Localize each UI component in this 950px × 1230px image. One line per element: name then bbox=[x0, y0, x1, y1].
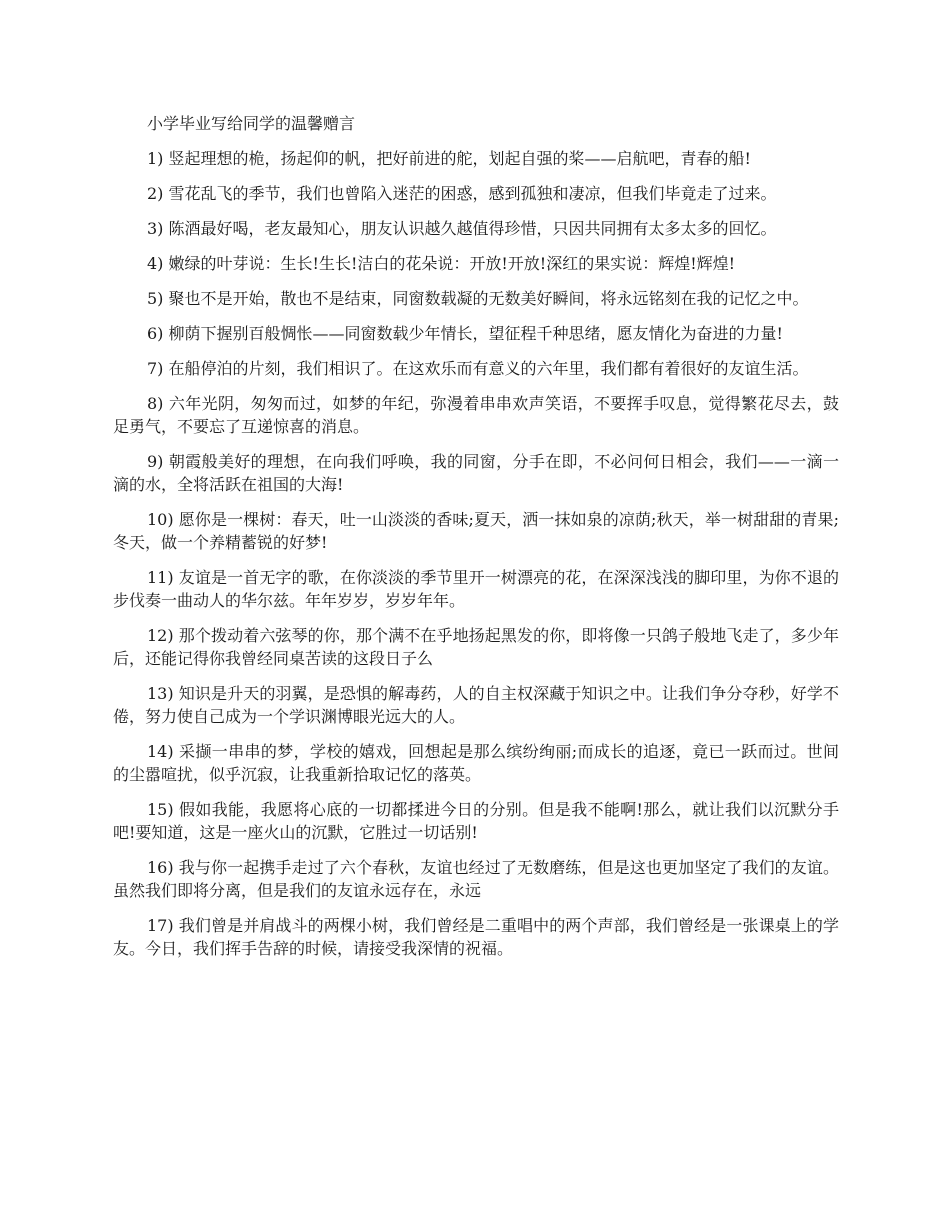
paragraph-16: 16) 我与你一起携手走过了六个春秋，友谊也经过了无数磨练，但是这也更加坚定了我们的友谊。虽然我们即将分离，但是我们的友谊永远存在，永远 bbox=[113, 858, 839, 900]
paragraph-6: 6) 柳荫下握别百般惆怅——同窗数载少年情长，望征程千种思绪，愿友情化为奋进的力量! bbox=[147, 324, 783, 343]
paragraph-14: 14) 采撷一串串的梦，学校的嬉戏，回想起是那么缤纷绚丽;而成长的追逐，竟已一跃而过。世间的尘嚣喧扰，似乎沉寂，让我重新拾取记忆的落英。 bbox=[113, 742, 839, 784]
paragraph-11: 11) 友谊是一首无字的歌，在你淡淡的季节里开一树漂亮的花，在深深浅浅的脚印里，为你不退的步伐奏一曲动人的华尔兹。年年岁岁，岁岁年年。 bbox=[113, 568, 839, 610]
paragraph-10: 10) 愿你是一棵树：春天，吐一山淡淡的香味;夏天，洒一抹如泉的凉荫;秋天，举一树甜甜的青果;冬天，做一个养精蓄锐的好梦! bbox=[113, 510, 839, 552]
paragraph-2: 2) 雪花乱飞的季节，我们也曾陷入迷茫的困惑，感到孤独和凄凉，但我们毕竟走了过来。 bbox=[147, 184, 777, 203]
document-body bbox=[113, 112, 839, 972]
paragraph-3: 3) 陈酒最好喝，老友最知心，朋友认识越久越值得珍惜，只因共同拥有太多太多的回忆。 bbox=[147, 219, 777, 238]
paragraph-5: 5) 聚也不是开始，散也不是结束，同窗数载凝的无数美好瞬间，将永远铭刻在我的记忆之中。 bbox=[147, 289, 809, 308]
paragraph-4: 4) 嫩绿的叶芽说：生长!生长!洁白的花朵说：开放!开放!深红的果实说：辉煌!辉煌! bbox=[147, 254, 736, 273]
paragraph-15: 15) 假如我能，我愿将心底的一切都揉进今日的分别。但是我不能啊!那么，就让我们以沉默分手吧!要知道，这是一座火山的沉默，它胜过一切话别! bbox=[113, 800, 839, 842]
paragraph-9: 9) 朝霞般美好的理想，在向我们呼唤，我的同窗，分手在即，不必问何日相会，我们——一滴一滴的水，全将活跃在祖国的大海! bbox=[113, 452, 839, 494]
paragraph-17: 17) 我们曾是并肩战斗的两棵小树，我们曾经是二重唱中的两个声部，我们曾经是一张课桌上的学友。今日，我们挥手告辞的时候，请接受我深情的祝福。 bbox=[113, 916, 839, 958]
paragraph-13: 13) 知识是升天的羽翼，是恐惧的解毒药，人的自主权深藏于知识之中。让我们争分夺秒，好学不倦，努力使自己成为一个学识渊博眼光远大的人。 bbox=[113, 684, 839, 726]
paragraph-12: 12) 那个拨动着六弦琴的你，那个满不在乎地扬起黑发的你，即将像一只鸽子般地飞走了，多少年后，还能记得你我曾经同桌苦读的这段日子么 bbox=[113, 626, 839, 668]
paragraph-8: 8) 六年光阴，匆匆而过，如梦的年纪，弥漫着串串欢声笑语，不要挥手叹息，觉得繁花尽去，鼓足勇气，不要忘了互递惊喜的消息。 bbox=[113, 394, 839, 436]
document-title: 小学毕业写给同学的温馨赠言 bbox=[147, 114, 356, 133]
paragraph-1: 1) 竖起理想的桅，扬起仰的帆，把好前进的舵，划起自强的桨——启航吧，青春的船! bbox=[147, 149, 751, 168]
paragraph-7: 7) 在船停泊的片刻，我们相识了。在这欢乐而有意义的六年里，我们都有着很好的友谊生活。 bbox=[147, 359, 809, 378]
